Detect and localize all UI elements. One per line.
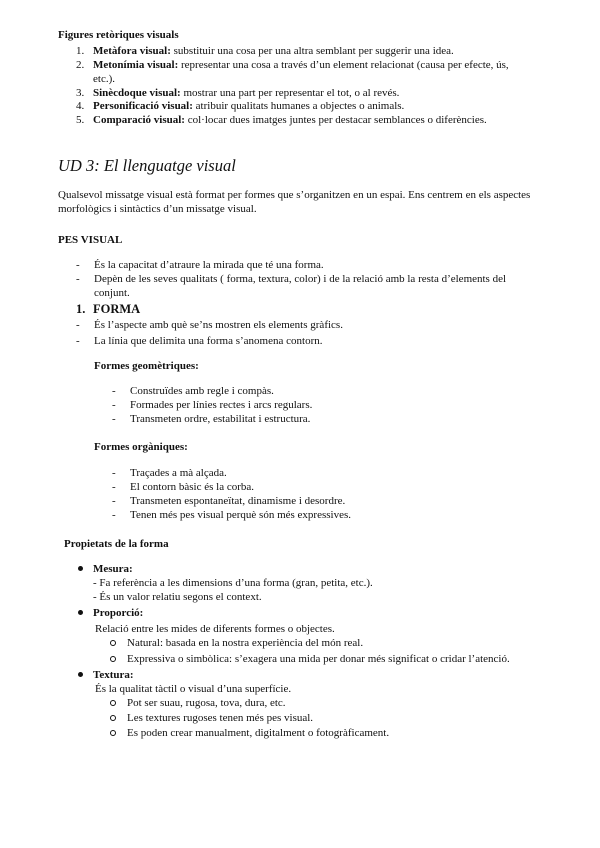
figures-heading: Figures retòriques visuals [58,29,179,41]
item-text: Pot ser suau, rugosa, tova, dura, etc. [127,697,286,709]
propietats-heading: Propietats de la forma [64,538,169,550]
item-term: Metonímia visual: [93,58,179,71]
item-number: 2. [76,58,85,71]
dash-marker: - [112,509,116,521]
circle-bullet-icon [110,730,116,736]
forma-title: FORMA [93,302,141,316]
list-item [112,398,532,412]
item-text: Natural: basada en la nostra experiència del món real. [127,637,364,649]
dash-marker: - [76,259,80,271]
item-number: 5. [76,113,85,126]
dash-marker: - [76,273,80,285]
list-item [127,696,546,710]
list-item [112,508,532,522]
dash-marker: - [112,495,116,507]
item-text: Es poden crear manualment, digitalment o fotogràficament. [127,727,390,739]
item-term: Personificació visual: [93,100,193,112]
list-item [58,58,548,86]
list-item [112,412,532,426]
item-text: Formades per línies rectes i arcs regulars. [130,399,313,411]
list-item [76,258,536,272]
list-item [76,334,536,348]
bullet-icon [78,566,83,571]
circle-bullet-icon [110,656,116,662]
list-item [58,44,548,58]
list-item [127,711,546,725]
list-item [76,668,546,740]
dash-marker: - [112,413,116,425]
item-desc: atribuir qualitats humanes a objectes o animals. [192,100,405,112]
figures-list [58,44,548,126]
item-desc: col·locar dues imatges juntes per destacar semblances o diferències. [184,113,487,126]
item-number: 3. [76,86,85,99]
list-item [76,272,536,300]
list-item [127,652,526,666]
formes-geometriques-list [112,384,532,426]
circle-bullet-icon [110,715,116,721]
forma-list [76,318,536,348]
list-item [58,99,548,113]
item-text: Expressiva o simbòlica: s’exagera una mida per donar més significat o cridar l’atenció. [127,653,510,665]
circle-bullet-icon [110,700,116,706]
unit-title: UD 3: El llenguatge visual [58,156,236,175]
textura-sublist [93,696,546,740]
item-number: 1. [76,45,85,57]
item-text: Depèn de les seves qualitats ( forma, textura, color) i de la relació amb la resta d’elements del conjunt. [94,273,507,299]
list-item [76,318,536,332]
dash-marker: - [112,385,116,397]
dash-marker: - [112,481,116,493]
item-desc: substituir una cosa per una altra semblant per suggerir una idea. [170,45,454,57]
item-text: És l’aspecte amb què se’ns mostren els elements gràfics. [94,319,343,331]
propietats-list [76,562,546,740]
formes-geometriques-heading: Formes geomètriques: [94,360,199,372]
list-item [76,562,546,604]
dash-marker: - [76,319,80,331]
forma-heading [76,302,140,316]
item-term: Metàfora visual: [93,45,171,57]
pes-visual-heading: PES VISUAL [58,234,123,246]
list-item [76,606,546,666]
textura-intro: És la qualitat tàctil o visual d’una superfície. [95,683,292,695]
item-text: Traçades a mà alçada. [130,467,227,479]
item-desc: representar una cosa a través d’un element relacionat (causa per efecte, ús, etc.). [93,58,509,85]
bullet-icon [78,672,83,677]
pes-visual-list [76,258,536,300]
dash-marker: - [76,335,80,347]
item-number: 4. [76,100,85,112]
list-item [112,480,532,494]
list-item [127,726,546,740]
circle-bullet-icon [110,640,116,646]
formes-organiques-heading: Formes orgàniques: [94,441,188,453]
list-item [58,113,548,127]
item-text: Construïdes amb regle i compàs. [130,385,274,397]
formes-organiques-list [112,466,532,522]
dash-marker: - [112,467,116,479]
bullet-icon [78,610,83,615]
item-term: Comparació visual: [93,113,185,126]
dash-marker: - [112,399,116,411]
item-text: És la capacitat d’atraure la mirada que té una forma. [94,259,324,271]
proporcio-intro: Relació entre les mides de diferents formes o objectes. [95,623,335,635]
list-item [127,636,526,650]
item-text: La línia que delimita una forma s’anomena contorn. [94,335,323,347]
forma-number: 1. [76,302,86,316]
proporcio-sublist [93,636,546,666]
mesura-term: Mesura: [93,563,133,575]
item-text: Les textures rugoses tenen més pes visual. [127,712,314,724]
item-text: Transmeten espontaneïtat, dinamisme i desordre. [130,495,346,507]
list-item [112,466,532,480]
item-desc: mostrar una part per representar el tot, o al revés. [180,86,400,99]
textura-term: Textura: [93,669,134,681]
list-item [112,384,532,398]
item-text: Transmeten ordre, estabilitat i estructura. [130,413,311,425]
proporcio-term: Proporció: [93,607,144,619]
item-text: Tenen més pes visual perquè són més expressives. [130,509,352,521]
list-item [58,86,548,100]
mesura-line: - És un valor relatiu segons el context. [93,591,262,603]
item-term: Sinècdoque visual: [93,86,181,99]
intro-paragraph: Qualsevol missatge visual està format per formes que s’organitzen en un espai. Ens centrem en els aspectes morfològics i sintàctics d’un missatge visual. [58,189,531,215]
item-text: El contorn bàsic és la corba. [130,481,255,493]
list-item [112,494,532,508]
mesura-line: - Fa referència a les dimensions d’una forma (gran, petita, etc.). [93,577,373,589]
